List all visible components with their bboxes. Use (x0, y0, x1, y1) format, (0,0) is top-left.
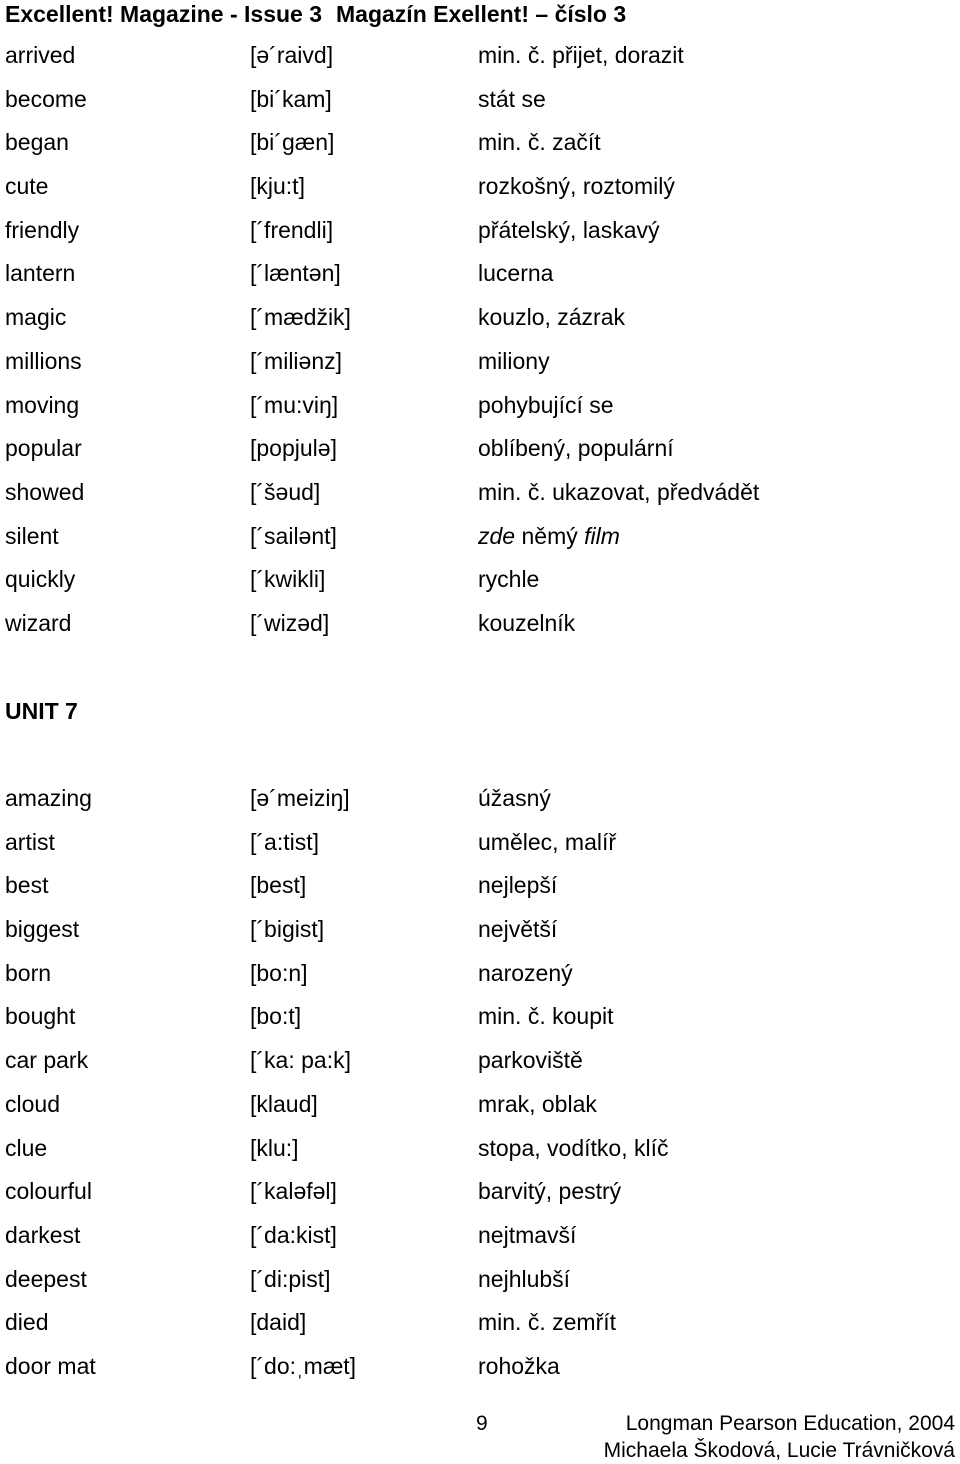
vocab-word: millions (5, 347, 82, 374)
vocab-row (5, 602, 955, 646)
vocab-row (5, 821, 955, 865)
vocab-word: popular (5, 435, 82, 462)
vocab-row (5, 252, 955, 296)
vocab-translation: úžasný (478, 785, 551, 811)
vocab-row (5, 1039, 955, 1083)
vocab-translation: největší (478, 916, 558, 943)
vocab-pronunciation: [best] (250, 872, 307, 899)
vocab-pronunciation: [´frendli] (250, 216, 334, 243)
vocab-pronunciation: [bo:n] (250, 959, 308, 986)
vocab-word: cute (5, 173, 49, 200)
vocab-translation: nejtmavší (478, 1221, 577, 1248)
translation-main: němý (515, 522, 585, 549)
vocab-word: arrived (5, 42, 76, 68)
vocab-translation: rozkošný, roztomilý (478, 173, 675, 200)
vocab-row (5, 1214, 955, 1258)
vocab-pronunciation: [´læntən] (250, 260, 341, 287)
vocab-translation: umělec, malíř (478, 828, 617, 855)
vocab-word: born (5, 959, 52, 986)
vocab-translation: min. č. ukazovat, předvádět (478, 478, 760, 505)
vocab-row (5, 1127, 955, 1171)
vocab-translation: miliony (478, 347, 550, 374)
vocab-translation: min. č. koupit (478, 1003, 614, 1030)
vocab-pronunciation: [klu:] (250, 1134, 299, 1161)
vocab-row (5, 908, 955, 952)
vocab-translation: kouzlo, zázrak (478, 304, 626, 331)
vocab-row (5, 1170, 955, 1214)
vocab-row (5, 384, 955, 428)
publisher-credit: Longman Pearson Education, 2004 (625, 1412, 955, 1435)
vocab-pronunciation: [´šəud] (250, 478, 321, 505)
vocab-row (5, 427, 955, 471)
vocab-pronunciation: [kju:t] (250, 173, 305, 200)
vocab-translation: min. č. přijet, dorazit (478, 42, 684, 68)
vocab-row (5, 952, 955, 996)
vocab-row (5, 1345, 955, 1389)
vocab-pronunciation: [´a:tist] (250, 828, 320, 855)
vocab-pronunciation: [´wizəd] (250, 609, 330, 636)
vocab-pronunciation: [´da:kist] (250, 1221, 337, 1248)
vocab-row (5, 515, 955, 559)
vocab-word: artist (5, 828, 55, 855)
vocab-translation: nejlepší (478, 872, 558, 899)
vocab-pronunciation: [´mædžik] (250, 304, 351, 331)
vocab-pronunciation: [klaud] (250, 1090, 318, 1117)
vocab-pronunciation: [´kaləfəl] (250, 1178, 337, 1205)
vocab-translation: stát se (478, 85, 546, 112)
vocab-word: car park (5, 1047, 89, 1074)
vocab-row (5, 777, 955, 821)
vocab-translation: mrak, oblak (478, 1090, 597, 1117)
vocab-word: friendly (5, 216, 80, 243)
vocab-translation: rohožka (478, 1352, 560, 1379)
vocab-word: darkest (5, 1221, 81, 1248)
vocab-translation: nejhlubší (478, 1265, 571, 1292)
vocab-pronunciation: [´do:ˌmæt] (250, 1352, 357, 1379)
vocab-word: showed (5, 478, 85, 505)
vocab-word: moving (5, 391, 80, 418)
authors-credit: Michaela Škodová, Lucie Trávničková (603, 1439, 955, 1462)
vocab-row (5, 34, 955, 78)
unit-heading: UNIT 7 (5, 698, 78, 724)
vocabulary-list-1 (5, 34, 955, 646)
vocab-translation: parkoviště (478, 1047, 583, 1074)
header-title-en: Excellent! Magazine - Issue 3 (5, 1, 323, 27)
page-number: 9 (476, 1412, 488, 1435)
vocab-pronunciation: [daid] (250, 1309, 307, 1336)
vocab-pronunciation: [ə´raivd] (250, 42, 334, 68)
vocab-pronunciation: [´miliənz] (250, 347, 343, 374)
translation-note: zde (478, 522, 516, 549)
vocab-word: cloud (5, 1090, 60, 1117)
vocab-word: best (5, 872, 49, 899)
vocab-word: colourful (5, 1178, 92, 1205)
vocab-word: deepest (5, 1265, 87, 1292)
header-title-cz: Magazín Exellent! – číslo 3 (336, 1, 627, 27)
vocab-translation: oblíbený, populární (478, 435, 674, 462)
vocab-word: bought (5, 1003, 76, 1030)
vocab-translation: lucerna (478, 260, 554, 287)
vocab-word: become (5, 85, 87, 112)
vocab-row (5, 165, 955, 209)
vocab-row (5, 995, 955, 1039)
vocab-word: wizard (5, 609, 72, 636)
vocab-pronunciation: [´sailənt] (250, 522, 337, 549)
vocab-word: magic (5, 304, 67, 331)
vocab-translation (478, 515, 620, 559)
vocab-translation: pohybující se (478, 391, 614, 418)
vocab-word: biggest (5, 916, 80, 943)
vocab-pronunciation: [´bigist] (250, 916, 325, 943)
vocab-row (5, 121, 955, 165)
vocab-row (5, 1083, 955, 1127)
vocab-translation: rychle (478, 566, 540, 593)
vocab-word: silent (5, 522, 59, 549)
vocab-translation: přátelský, laskavý (478, 216, 660, 243)
translation-note: film (584, 522, 620, 549)
vocab-pronunciation: [ə´meiziŋ] (250, 785, 350, 811)
vocab-translation: min. č. začít (478, 129, 601, 156)
footer-credit (604, 1410, 955, 1464)
page-header (5, 0, 626, 28)
vocab-pronunciation: [´ka: pa:k] (250, 1047, 351, 1074)
vocab-word: began (5, 129, 69, 156)
vocab-word: amazing (5, 785, 92, 811)
vocab-row (5, 864, 955, 908)
vocab-row (5, 209, 955, 253)
vocab-pronunciation: [´kwikli] (250, 566, 326, 593)
vocab-word: died (5, 1309, 49, 1336)
vocab-translation: narozený (478, 959, 573, 986)
vocab-translation: stopa, vodítko, klíč (478, 1134, 669, 1161)
vocab-pronunciation: [´mu:viŋ] (250, 391, 339, 418)
vocab-pronunciation: [bi´gæn] (250, 129, 335, 156)
vocab-translation: min. č. zemřít (478, 1309, 617, 1336)
vocab-word: door mat (5, 1352, 96, 1379)
vocab-pronunciation: [bi´kam] (250, 85, 332, 112)
vocab-word: lantern (5, 260, 76, 287)
vocabulary-list-2 (5, 777, 955, 1389)
vocab-row (5, 1258, 955, 1302)
vocab-pronunciation: [popjulə] (250, 435, 337, 462)
vocab-row (5, 558, 955, 602)
vocab-pronunciation: [´di:pist] (250, 1265, 331, 1292)
vocab-row (5, 296, 955, 340)
vocab-row (5, 1301, 955, 1345)
vocab-pronunciation: [bo:t] (250, 1003, 302, 1030)
vocab-row (5, 78, 955, 122)
vocab-row (5, 471, 955, 515)
vocab-translation: barvitý, pestrý (478, 1178, 622, 1205)
vocab-word: quickly (5, 566, 76, 593)
vocab-translation: kouzelník (478, 609, 576, 636)
vocab-word: clue (5, 1134, 48, 1161)
vocab-row (5, 340, 955, 384)
